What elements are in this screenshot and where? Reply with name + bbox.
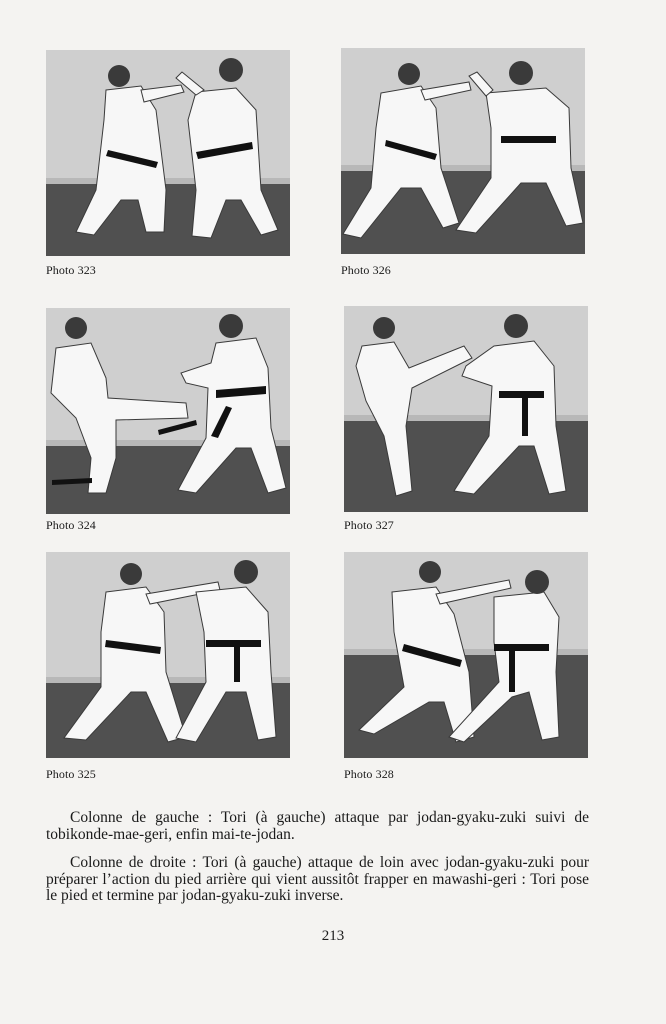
photo-caption: Photo 328	[344, 767, 394, 781]
karate-photo-323	[46, 50, 290, 256]
paragraph-right-column: Colonne de droite : Tori (à gauche) attaque de loin avec jodan-gyaku-zuki pour préparer l’action du pied arrière qui vient aussitôt frapper en mawashi-geri : Tori pose le pied et termine par jodan-gyaku-zuki inverse.	[46, 854, 589, 904]
karate-photo-325	[46, 552, 290, 758]
karate-photo-328	[344, 552, 588, 758]
karate-photo-327	[344, 306, 588, 512]
page-number: 213	[321, 928, 345, 944]
photo-caption: Photo 324	[46, 518, 96, 532]
description-text	[46, 810, 589, 905]
photo-caption: Photo 327	[344, 518, 394, 532]
karate-photo-324	[46, 308, 290, 514]
paragraph-left-column: Colonne de gauche : Tori (à gauche) attaque par jodan-gyaku-zuki suivi de tobikonde-mae-geri, enfin mai-te-jodan.	[46, 809, 589, 843]
karate-photo-326	[341, 48, 585, 254]
photo-caption: Photo 323	[46, 263, 96, 277]
photo-caption: Photo 325	[46, 767, 96, 781]
photo-caption: Photo 326	[341, 263, 391, 277]
